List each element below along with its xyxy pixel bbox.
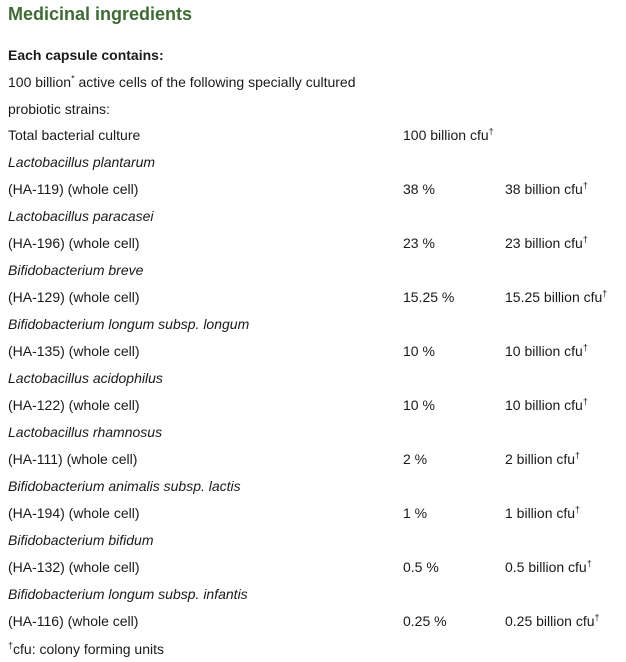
strain-amount-value: 10 billion cfu: [505, 343, 583, 359]
strain-values-row: [8, 395, 620, 422]
strain-code: (HA-119) (whole cell): [8, 181, 139, 197]
strain-name: Bifidobacterium breve: [8, 262, 144, 278]
strain-percent: 38 %: [403, 181, 435, 197]
strain-name-row: [8, 314, 620, 341]
strain-name-row: [8, 476, 620, 503]
strain-percent: 10 %: [403, 397, 435, 413]
asterisk-mark: *: [71, 73, 75, 84]
strain-percent: 1 %: [403, 505, 428, 521]
dagger-mark: †: [586, 558, 592, 569]
strain-values-row: [8, 611, 620, 638]
strain-amount: [505, 395, 588, 415]
intro-line-1: [8, 72, 356, 92]
strain-name: Bifidobacterium animalis subsp. lactis: [8, 478, 241, 494]
section-title: Medicinal ingredients: [8, 4, 193, 24]
strain-values-row: [8, 233, 620, 260]
strain-amount: [505, 611, 600, 631]
strain-values-row: [8, 449, 620, 476]
total-label: Total bacterial culture: [8, 127, 141, 143]
footnote-text: cfu: colony forming units: [13, 641, 164, 657]
strain-values-row: [8, 341, 620, 368]
strain-code: (HA-122) (whole cell): [8, 397, 140, 413]
strain-name-row: [8, 584, 620, 611]
dagger-mark: †: [575, 450, 581, 461]
strain-percent: 0.5 %: [403, 559, 439, 575]
strain-name-row: [8, 530, 620, 557]
total-amount-value: 100 billion cfu: [403, 127, 489, 143]
intro-line-2: probiotic strains:: [8, 101, 110, 117]
strain-amount: [505, 449, 580, 469]
strain-percent: 0.25 %: [403, 613, 447, 629]
strain-name-row: [8, 260, 620, 287]
dagger-mark: †: [582, 396, 588, 407]
strain-name-row: [8, 206, 620, 233]
strain-amount-value: 2 billion cfu: [505, 451, 576, 467]
strain-values-row: [8, 503, 620, 530]
strain-percent: 15.25 %: [403, 289, 455, 305]
dagger-mark: †: [582, 234, 588, 245]
intro-line-1-prefix: 100 billion: [8, 74, 72, 90]
strain-code: (HA-196) (whole cell): [8, 235, 140, 251]
strain-percent: 23 %: [403, 235, 435, 251]
strain-amount: [505, 287, 607, 307]
strain-amount: [505, 341, 588, 361]
strain-name-row: [8, 422, 620, 449]
strain-name: Lactobacillus rhamnosus: [8, 424, 163, 440]
strain-values-row: [8, 557, 620, 584]
subheading: Each capsule contains:: [8, 47, 164, 63]
strain-name: Lactobacillus acidophilus: [8, 370, 163, 386]
dagger-mark: †: [582, 342, 588, 353]
footnote: [8, 639, 164, 659]
strain-amount-value: 15.25 billion cfu: [505, 289, 603, 305]
intro-line-1-suffix: active cells of the following specially cultured: [74, 74, 356, 90]
strain-amount: [505, 179, 588, 199]
total-amount: [403, 125, 494, 145]
strain-amount-value: 1 billion cfu: [505, 505, 576, 521]
strain-name: Bifidobacterium bifidum: [8, 532, 154, 548]
dagger-mark: †: [582, 180, 588, 191]
strain-percent: 10 %: [403, 343, 435, 359]
strain-name-row: [8, 368, 620, 395]
total-row: [8, 125, 620, 152]
strain-code: (HA-111) (whole cell): [8, 451, 138, 467]
strain-name-row: [8, 152, 620, 179]
dagger-mark: †: [602, 288, 608, 299]
strain-amount-value: 0.25 billion cfu: [505, 613, 595, 629]
strain-amount-value: 0.5 billion cfu: [505, 559, 587, 575]
dagger-mark: †: [488, 126, 494, 137]
strain-amount-value: 38 billion cfu: [505, 181, 583, 197]
strain-code: (HA-132) (whole cell): [8, 559, 140, 575]
strain-values-row: [8, 287, 620, 314]
strain-amount-value: 23 billion cfu: [505, 235, 583, 251]
strain-amount-value: 10 billion cfu: [505, 397, 583, 413]
dagger-mark: †: [594, 612, 600, 623]
strain-amount: [505, 233, 588, 253]
ingredients-table: [8, 125, 620, 638]
strain-name: Lactobacillus paracasei: [8, 208, 154, 224]
strain-code: (HA-116) (whole cell): [8, 613, 139, 629]
strain-code: (HA-135) (whole cell): [8, 343, 140, 359]
strain-percent: 2 %: [403, 451, 428, 467]
footnote-dagger-mark: †: [8, 640, 14, 651]
strain-code: (HA-194) (whole cell): [8, 505, 140, 521]
strain-amount: [505, 557, 592, 577]
strain-name: Bifidobacterium longum subsp. longum: [8, 316, 250, 332]
strain-amount: [505, 503, 580, 523]
strain-values-row: [8, 179, 620, 206]
dagger-mark: †: [575, 504, 581, 515]
strain-code: (HA-129) (whole cell): [8, 289, 140, 305]
strain-name: Bifidobacterium longum subsp. infantis: [8, 586, 248, 602]
strain-name: Lactobacillus plantarum: [8, 154, 156, 170]
